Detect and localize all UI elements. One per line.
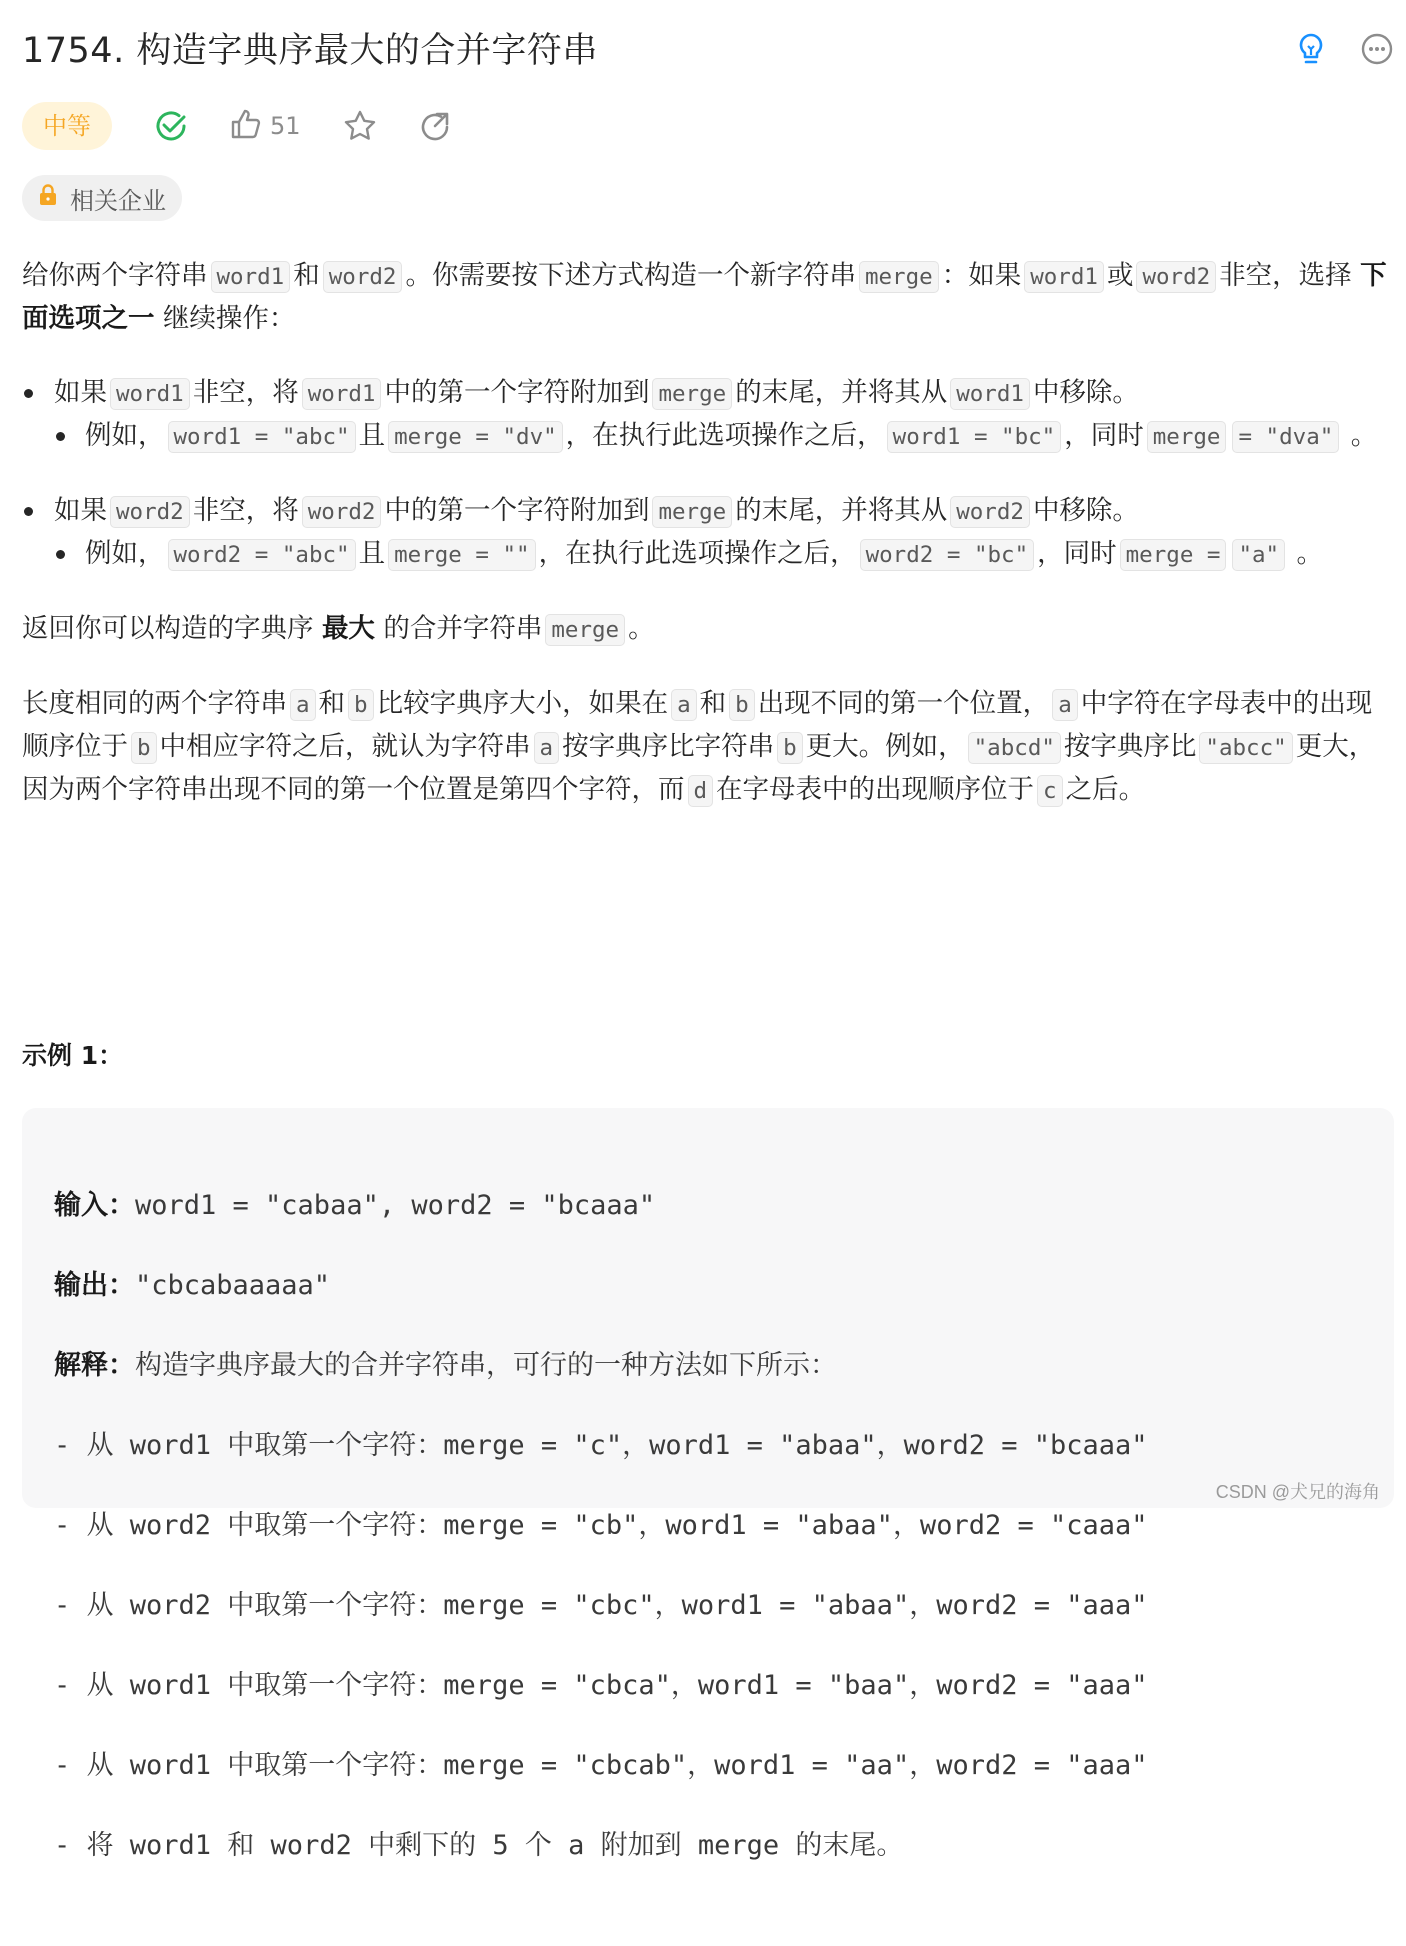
example-step: - 从 word2 中取第一个字符：merge = "cbc"，word1 = "abaa"，word2 = "aaa" [54, 1590, 1148, 1621]
problem-title: 1754. 构造字典序最大的合并字符串 [22, 31, 598, 71]
like-count: 51 [270, 112, 301, 140]
lightbulb-icon[interactable] [1294, 32, 1328, 66]
example-output: 输出："cbcabaaaaa" [54, 1270, 331, 1301]
star-icon[interactable] [343, 109, 377, 143]
example-step: - 从 word1 中取第一个字符：merge = "c"，word1 = "abaa"，word2 = "bcaaa" [54, 1430, 1148, 1461]
list-item: 如果 word1 非空，将 word1 中的第一个字符附加到 merge 的末尾，并将其从 word1 中移除。 [22, 372, 1394, 415]
desc-paragraph-2: 返回你可以构造的字典序 最大 的合并字符串 merge 。 [22, 613, 655, 644]
related-companies-label: 相关企业 [70, 186, 166, 215]
meta-row [22, 102, 451, 150]
problem-description [22, 255, 1394, 812]
more-icon[interactable] [1360, 32, 1394, 66]
related-companies-button[interactable] [22, 175, 182, 221]
desc-paragraph-1: 给你两个字符串 word1 和 word2 。你需要按下述方式构造一个新字符串 merge ：如果 word1 或 word2 非空，选择 下面选项之一 继续操作： [22, 260, 1387, 334]
example-title: 示例 1： [22, 1041, 124, 1070]
like-button[interactable] [230, 108, 301, 144]
lock-icon [38, 184, 58, 212]
watermark: CSDN @犬兄的海角 [1215, 1482, 1380, 1502]
options-list [22, 372, 1394, 576]
example-block [22, 1108, 1394, 1861]
example-step: - 从 word1 中取第一个字符：merge = "cbcab"，word1 = "aa"，word2 = "aaa" [54, 1750, 1148, 1781]
desc-paragraph-3: 长度相同的两个字符串 a 和 b 比较字典序大小，如果在 a 和 b 出现不同的第一个位置， a 中字符在字母表中的出现顺序位于 b 中相应字符之后，就认为字符串 a 按字典序比字符串 b 更大。例如， "abcd" 按字典序比 "abcc" 更大，因为两个字符串出现不同的第一个位置是第四个字符，而 d 在字母表中的出现顺序位于 c 之后。 [22, 688, 1376, 805]
example-step: - 从 word2 中取第一个字符：merge = "cb"，word1 = "abaa"，word2 = "caaa" [54, 1510, 1148, 1541]
example-input: 输入：word1 = "cabaa", word2 = "bcaaa" [54, 1190, 656, 1221]
title-row [22, 26, 1394, 76]
list-item-sub: 例如， word2 = "abc" 且 merge = "" ，在执行此选项操作之后， word2 = "bc" ，同时 merge = "a" 。 [22, 533, 1394, 576]
share-icon[interactable] [419, 110, 451, 142]
example-explain: 解释：构造字典序最大的合并字符串，可行的一种方法如下所示： [54, 1350, 837, 1381]
check-circle-icon [154, 109, 188, 143]
difficulty-badge: 中等 [22, 102, 112, 150]
example-step: - 将 word1 和 word2 中剩下的 5 个 a 附加到 merge 的末尾。 [54, 1830, 904, 1861]
thumbs-up-icon [230, 108, 262, 144]
list-item: 如果 word2 非空，将 word2 中的第一个字符附加到 merge 的末尾，并将其从 word2 中移除。 [22, 490, 1394, 533]
list-item-sub: 例如， word1 = "abc" 且 merge = "dv" ，在执行此选项操作之后， word1 = "bc" ，同时 merge = "dva" 。 [22, 415, 1394, 458]
example-step: - 从 word1 中取第一个字符：merge = "cbca"，word1 = "baa"，word2 = "aaa" [54, 1670, 1148, 1701]
